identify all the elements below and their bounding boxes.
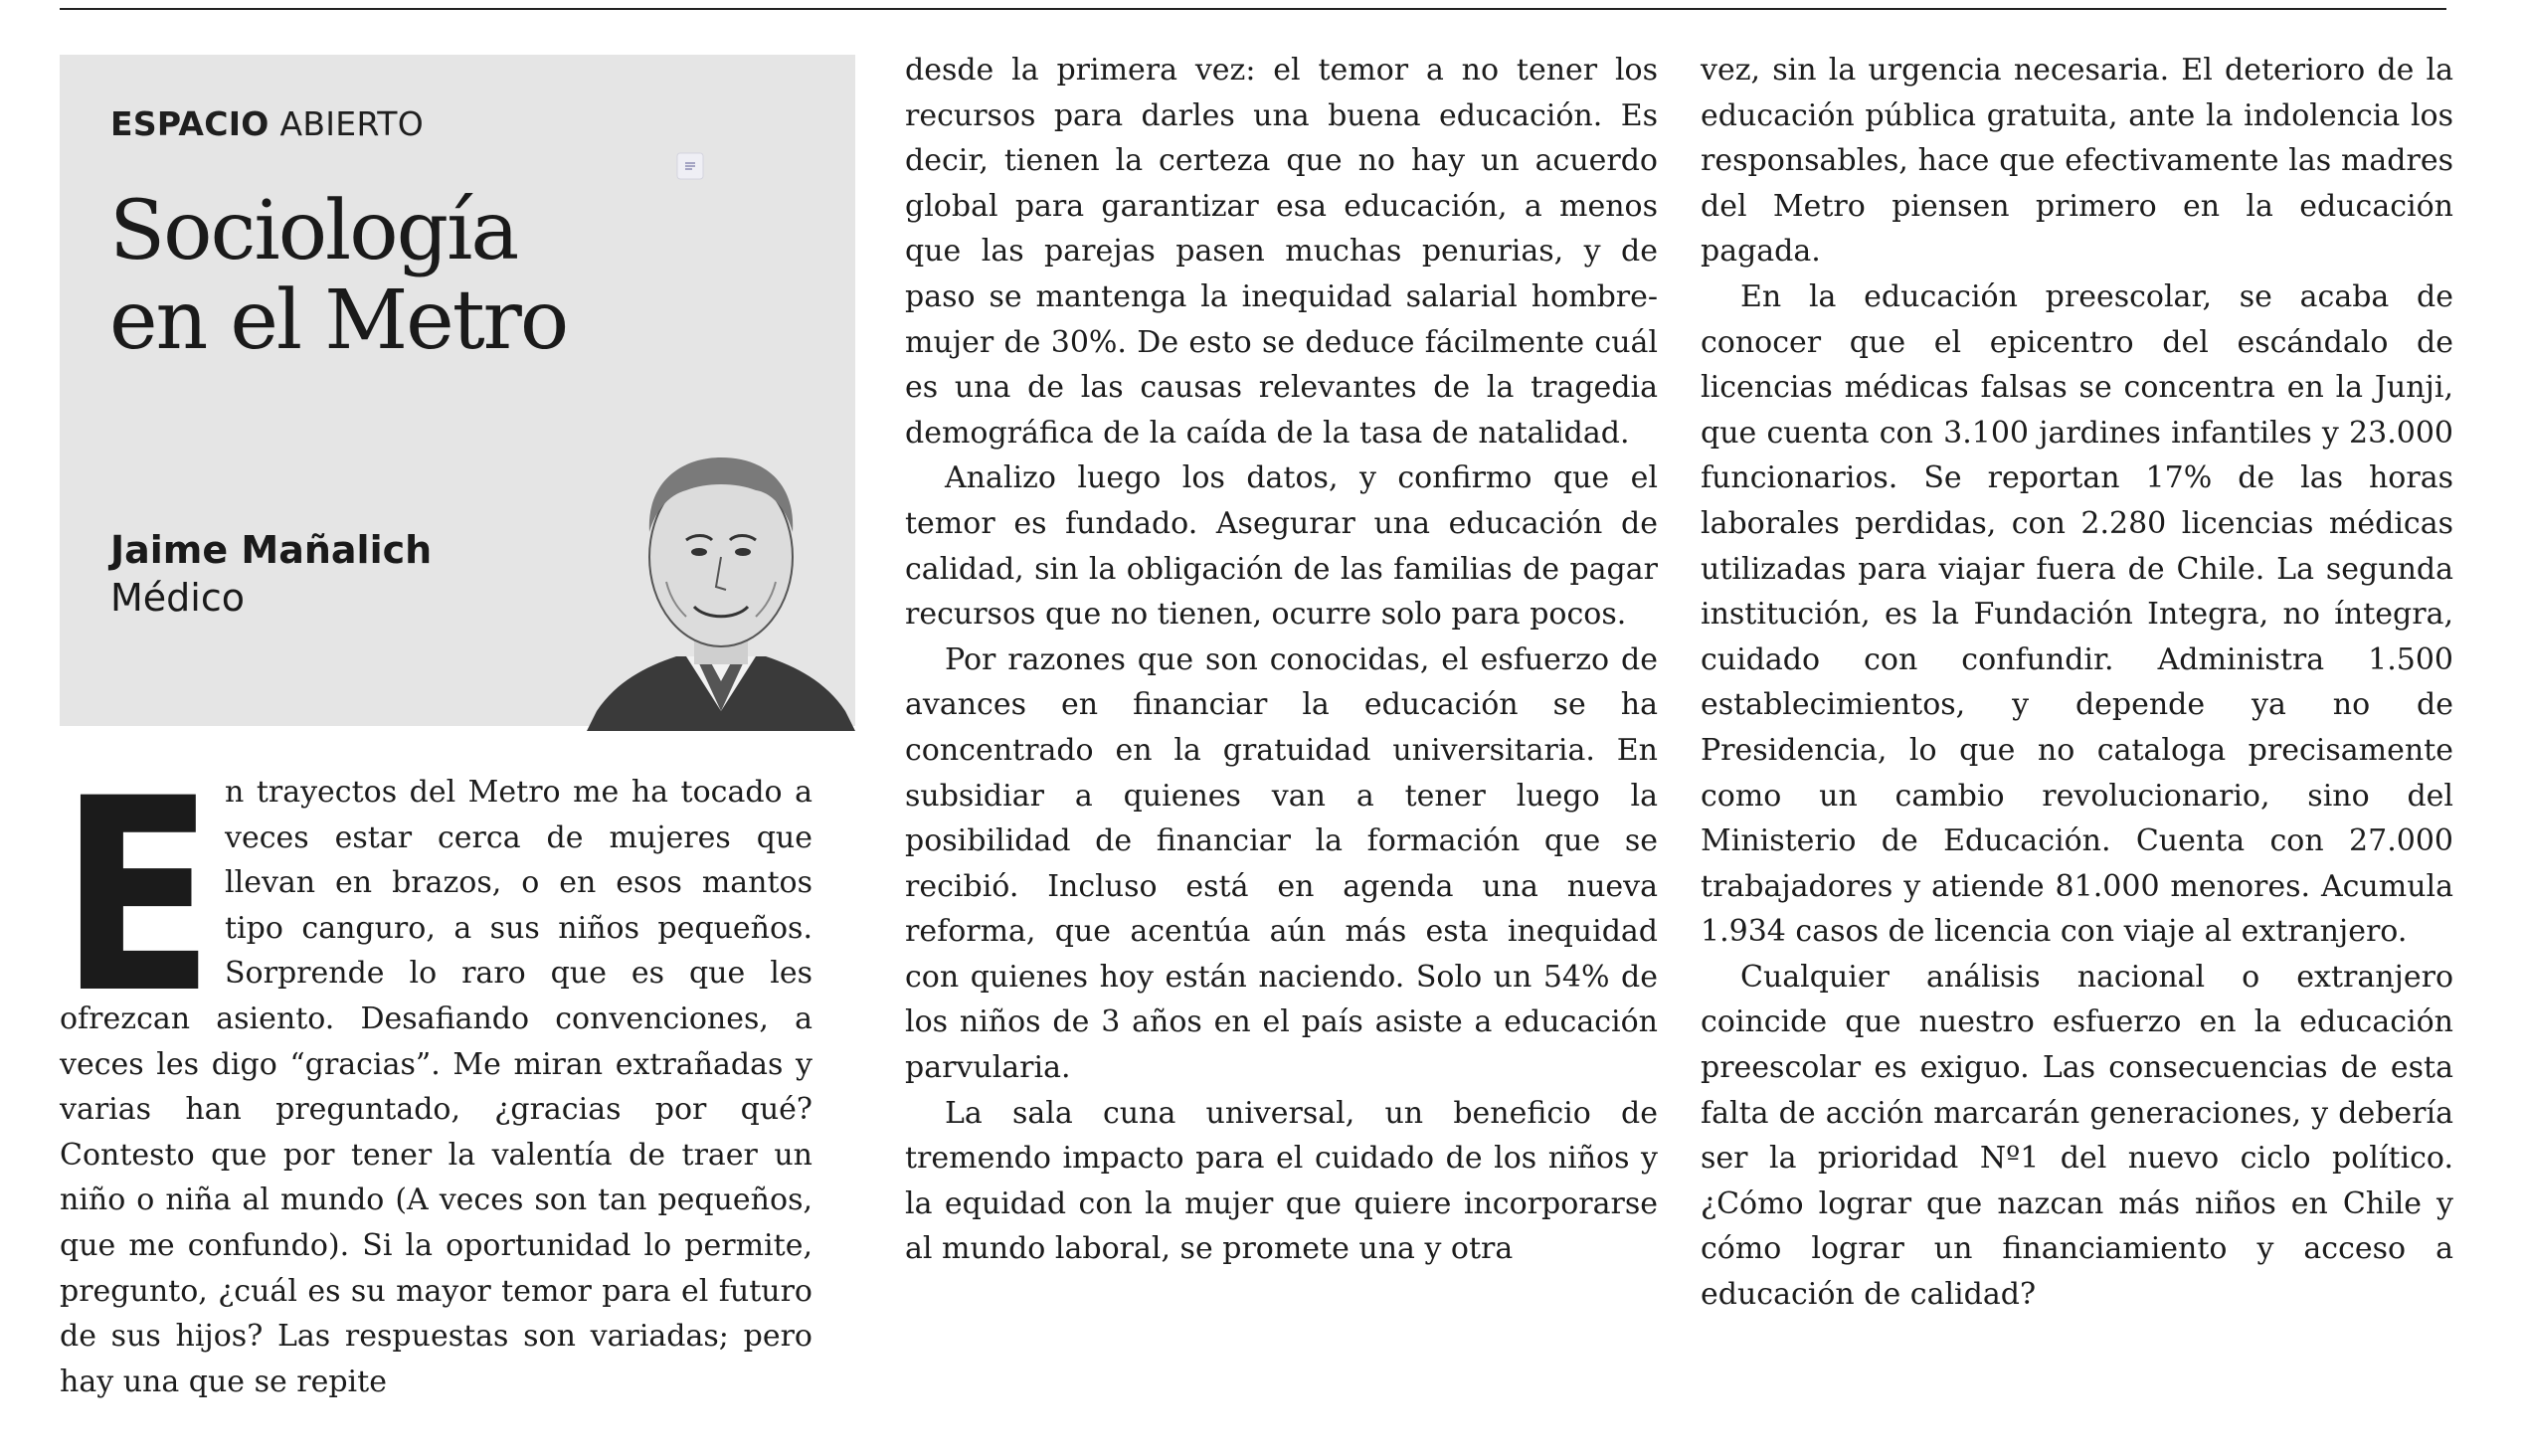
paragraph: La sala cuna universal, un beneficio de tremendo impacto para el cuidado de los niños y la equidad con la mujer que quiere incorporarse al mundo laboral, se promete una y otra: [905, 1095, 1658, 1267]
paragraph: vez, sin la urgencia necesaria. El deterioro de la educación pública gratuita, ante la indolencia los responsables, hace que efectivamente las madres del Metro piensen primero en la educación pagada.: [1701, 53, 2453, 270]
author-name: Jaime Mañalich: [110, 528, 433, 572]
paragraph: En la educación preescolar, se acaba de conocer que el epicentro del escándalo de licencias médicas falsas se concentra en la Junji, que cuenta con 3.100 jardines infantiles y 23.000 funcionarios. Se reportan 17% de las horas laborales perdidas, con 2.280 licencias médicas utilizadas para viajar fuera de Chile. La segunda institución, es la Fundación Integra, no íntegra, cuidado con confundir. Administra 1.500 establecimientos, y depende ya no de Presidencia, lo que no cataloga precisamente como un cambio revolucionario, sino del Ministerio de Educación. Cuenta con 27.000 trabajadores y atiende 81.000 menores. Acumula 1.934 casos de licencia con viaje al extranjero.: [1701, 278, 2453, 950]
paragraph: Cualquier análisis nacional o extranjero coincide que nuestro esfuerzo en la educación preescolar es exiguo. Las consecuencias de esta falta de acción marcarán generaciones, y debería ser la prioridad Nº1 del nuevo ciclo político. ¿Cómo lograr que nazcan más niños en Chile y cómo lograr un financiamiento y acceso a educación de calidad?: [1701, 959, 2453, 1313]
paragraph: n trayectos del Metro me ha tocado a veces estar cerca de mujeres que llevan en brazos, o en esos mantos tipo canguro, a sus niños pequeños. Sorprende lo raro que es que les ofrezcan asiento. Desafiando convenciones, a veces les digo “gracias”. Me miran extrañadas y varias han preguntado, ¿gracias por qué? Contesto que por tener la valentía de traer un niño o niña al mundo (A veces son tan pequeños, que me confundo). Si la oportunidad lo permite, pregunto, ¿cuál es su mayor temor para el futuro de sus hijos? Las respuestas son variadas; pero hay una que se repite: [60, 775, 812, 1399]
author-role: Médico: [110, 576, 245, 620]
dropcap-letter: E: [60, 742, 215, 1052]
section-label-regular: ABIERTO: [279, 104, 425, 143]
headline: [109, 184, 568, 368]
headline-line-1: Sociología: [109, 184, 518, 278]
headline-line-2: en el Metro: [109, 273, 568, 368]
article-column-2: [905, 48, 1658, 1272]
section-label-bold: ESPACIO: [110, 104, 270, 143]
section-label: [110, 104, 424, 143]
top-rule: [60, 8, 2446, 10]
article-column-3: [1701, 48, 2453, 1318]
header-box: [60, 55, 855, 726]
dropcap: [60, 742, 215, 1052]
note-icon[interactable]: [676, 152, 704, 180]
paragraph: desde la primera vez: el temor a no tener los recursos para darles una buena educación. Es decir, tienen la certeza que no hay un acuerdo global para garantizar esa educación, a menos que las parejas pasen muchas penurias, y de paso se mantenga la inequidad salarial hombre-mujer de 30%. De esto se deduce fácilmente cuál es una de las causas relevantes de la tragedia demográfica de la caída de la tasa de natalidad.: [905, 53, 1658, 451]
paragraph: Por razones que son conocidas, el esfuerzo de avances en financiar la educación se ha concentrado en la gratuidad universitaria. En subsidiar a quienes van a tener luego la posibilidad de financiar la formación que se recibió. Incluso está en agenda una nueva reforma, que acentúa aún más esta inequidad con quienes hoy están naciendo. Solo un 54% de los niños de 3 años en el país asiste a educación parvularia.: [905, 641, 1658, 1086]
article-column-1: [60, 742, 812, 1399]
paragraph: Analizo luego los datos, y confirmo que el temor es fundado. Asegurar una educación de calidad, sin la obligación de las familias de pagar recursos que no tienen, ocurre solo para pocos.: [905, 460, 1658, 633]
author-portrait-icon: [587, 413, 855, 731]
